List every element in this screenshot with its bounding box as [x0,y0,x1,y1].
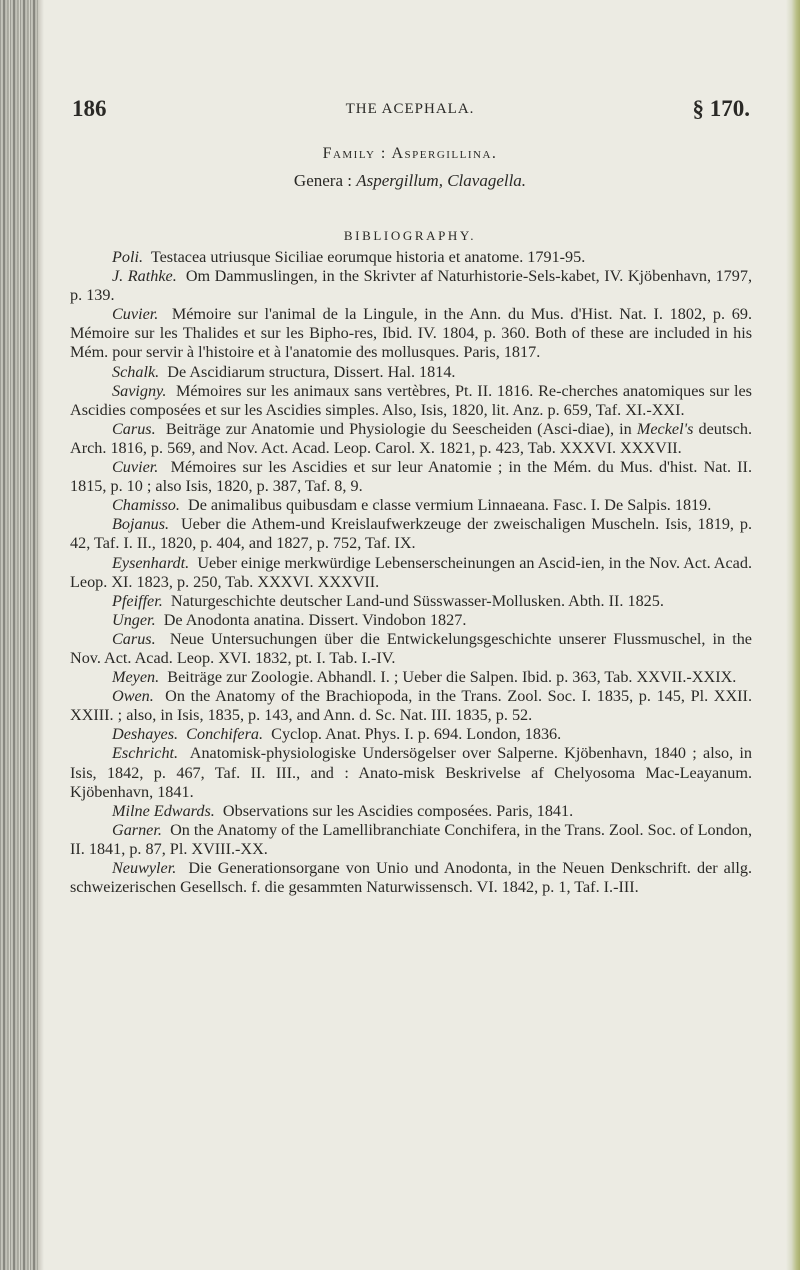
running-head-title: THE ACEPHALA. [345,101,475,117]
entry-author: Bojanus. [112,515,170,534]
bibliography-entry [70,363,752,382]
bibliography-entry [70,382,752,420]
genera-line [70,171,750,191]
bibliography-entry [70,725,752,744]
entry-text: Mémoire sur l'animal de la Lingule, in the Ann. du Mus. d'Hist. Nat. I. 1802, p. 69. Mémoire sur les Thalides et sur les Bipho-res, Ibid. IV. 1804, p. 360. Both of these are included in his Mém. pour servir à l'histoire et à l'anatomie des mollusques. Paris, 1817. [70,305,752,362]
bibliography-entry [70,687,752,725]
entry-author: Cuvier. [112,458,159,477]
entry-text: Anatomisk-physiologiske Undersögelser over Salperne. Kjöbenhavn, 1840 ; also, in Isis, 1842, p. 467, Taf. II. III., and : Anato-misk Beskrivelse af Chelyosoma Mac-Leayanum. Kjöbenhavn, 1841. [70,744,752,801]
entry-author: Eysenhardt. [112,553,190,572]
entry-author: Schalk. [112,362,160,381]
entry-author: Milne Edwards. [112,801,215,820]
entry-author: Poli. [112,248,144,266]
entry-text: Beiträge zur Anatomie und Physiologie du Seescheiden (Asci-diae), in [165,419,637,438]
entry-text: Testacea utriusque Siciliae eorumque historia et anatome. 1791-95. [150,248,586,266]
entry-italic-title: Conchifera. [186,725,264,744]
bibliography-entry [70,802,752,821]
entry-text: Cyclop. Anat. Phys. I. p. 694. London, 1836. [271,725,562,744]
entry-text: Mémoires sur les Ascidies et sur leur Anatomie ; in the Mém. du Mus. d'hist. Nat. II. 1815, p. 10 ; also Isis, 1820, p. 387, Taf. 8, 9. [70,458,752,496]
bibliography-entry [70,267,752,305]
bibliography-entry [70,668,752,687]
entry-author: Pfeiffer. [112,591,163,610]
bibliography-entry [70,515,752,553]
entry-text: Om Dammuslingen, in the Skrivter af Naturhistorie-Sels-kabet, IV. Kjöbenhavn, 1797, p. 139. [70,267,752,305]
entry-text: Naturgeschichte deutscher Land-und Süsswasser-Mollusken. Abth. II. 1825. [170,591,664,610]
entry-text: Neue Untersuchungen über die Entwickelungsgeschichte unserer Flussmuschel, in the Nov. Act. Acad. Leop. XVI. 1832, pt. I. Tab. I.-IV. [70,629,752,667]
book-page [70,0,760,1270]
entry-text: On the Anatomy of the Lamellibranchiate Conchifera, in the Trans. Zool. Soc. of London, II. 1841, p. 87, Pl. XVIII.-XX. [70,820,753,858]
entry-author: Meyen. [112,668,160,687]
entry-text: De Ascidiarum structura, Dissert. Hal. 1814. [167,362,456,381]
entry-author: Savigny. [112,381,167,400]
bibliography-heading: BIBLIOGRAPHY. [343,228,477,243]
bibliography-entry [70,630,752,668]
bibliography-entry [70,821,752,859]
genera-names: Aspergillum, Clavagella. [356,171,527,190]
bibliography-entry [70,611,752,630]
entry-author: Unger. [112,610,156,629]
entry-text: Die Generationsorgane von Unio und Anodonta, in the Neuen Denkschrift. der allg. schweizerischen Gesellsch. f. die gesammten Naturwissensch. VI. 1842, p. 1, Taf. I.-III. [70,859,752,897]
entry-text: Beiträge zur Zoologie. Abhandl. I. ; Ueber die Salpen. Ibid. p. 363, Tab. XXVII.-XXIX. [167,668,737,687]
book-binding-edge [0,0,38,1270]
bibliography-entry [70,420,752,458]
entry-author: Carus. [112,629,156,648]
entry-author: Carus. [112,419,156,438]
entry-author: Cuvier. [112,305,159,324]
running-head [70,96,750,128]
bibliography-list [70,248,752,897]
entry-text-continued: deutsch. Arch. 1816, p. 569, and Nov. Act. Acad. Leop. Carol. X. 1821, p. 423, Tab. XXXVI. XXXVII. [70,419,752,457]
bibliography-entry [70,554,752,592]
entry-author: Chamisso. [112,496,180,515]
entry-text: On the Anatomy of the Brachiopoda, in the Trans. Zool. Soc. I. 1835, p. 145, Pl. XXII. XXIII. ; also, in Isis, 1835, p. 143, and Ann. d. Sc. Nat. III. 1835, p. 52. [70,687,752,725]
entry-text: De Anodonta anatina. Dissert. Vindobon 1827. [163,610,467,629]
entry-author: Eschricht. [112,744,179,763]
bibliography-entry [70,496,752,515]
entry-author: J. Rathke. [112,267,177,286]
bibliography-entry [70,458,752,496]
entry-author: Neuwyler. [112,859,177,877]
entry-text: Mémoires sur les animaux sans vertèbres, Pt. II. 1816. Re-cherches anatomiques sur les Ascidies composées et sur les Ascidies simples. Also, Isis, 1820, lit. Anz. p. 659, Taf. XI.-XXI. [70,381,752,419]
page-edge [786,0,800,1270]
entry-text: Ueber die Athem-und Kreislaufwerkzeuge der zweischaligen Muscheln. Isis, 1819, p. 42, Taf. I. II., 1820, p. 404, and 1827, p. 752, Taf. IX. [70,515,753,553]
entry-text: De animalibus quibusdam e classe vermium Linnaeana. Fasc. I. De Salpis. 1819. [188,496,712,515]
entry-author: Garner. [112,820,162,839]
bibliography-entry [70,744,752,801]
bibliography-entry [70,305,752,362]
entry-author: Owen. [112,687,154,706]
entry-author: Deshayes. [112,725,179,744]
genera-label: Genera : [293,171,352,190]
entry-text: Ueber einige merkwürdige Lebenserscheinungen an Ascid-ien, in the Nov. Act. Acad. Leop. XI. 1823, p. 250, Tab. XXXVI. XXXVII. [70,553,752,591]
bibliography-entry [70,248,752,267]
entry-text: Observations sur les Ascidies composées. Paris, 1841. [222,801,574,820]
bibliography-entry [70,592,752,611]
entry-italic-title: Meckel's [636,419,694,438]
family-heading: Family : Aspergillina. [322,145,498,162]
bibliography-entry [70,859,752,897]
section-number: § 170. [692,96,750,121]
page-number: 186 [72,96,107,121]
